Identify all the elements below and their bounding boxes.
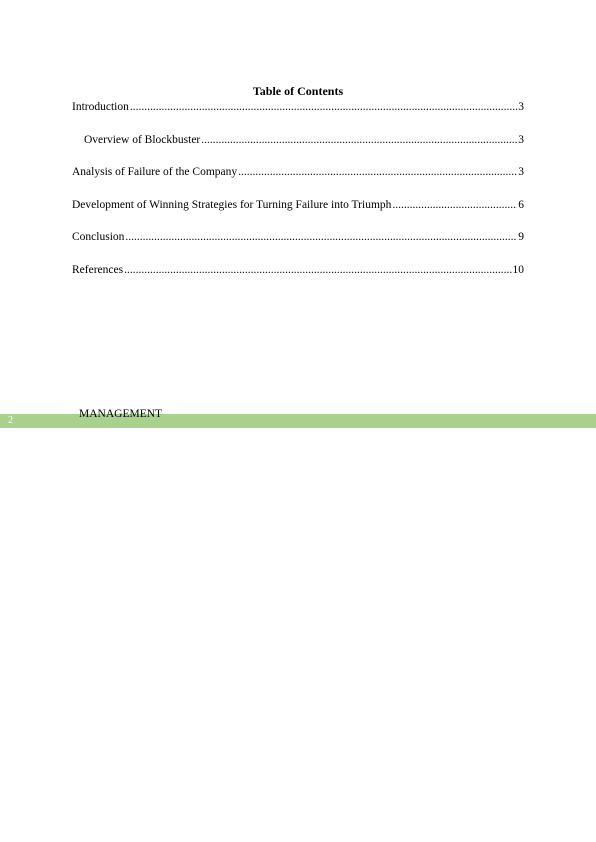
toc-leader-dots [125,229,517,245]
toc-leader-dots [130,99,517,115]
toc-entry-references[interactable] [72,262,524,278]
toc-entry-text: References [72,263,124,276]
running-head: MANAGEMENT [79,408,163,420]
table-of-contents [72,99,524,294]
toc-entry-page: 6 [518,198,524,211]
toc-entry-text: Overview of Blockbuster [84,133,201,146]
toc-entry-development-of-winning-strategies[interactable] [72,197,524,213]
toc-entry-page: 3 [518,166,524,178]
toc-entry-conclusion[interactable] [72,229,524,245]
toc-leader-dots [124,262,511,278]
toc-entry-overview-of-blockbuster[interactable] [72,132,524,148]
page-number: 2 [8,415,13,426]
toc-entry-page: 9 [518,231,524,243]
toc-entry-text: Conclusion [72,231,125,243]
toc-entry-analysis-of-failure[interactable] [72,164,524,180]
toc-leader-dots [392,197,517,213]
toc-entry-page: 3 [518,101,524,113]
toc-leader-dots [201,132,517,148]
toc-leader-dots [238,164,517,180]
toc-entry-text: Analysis of Failure of the Company [72,166,238,178]
toc-title: Table of Contents [252,84,344,98]
toc-entry-text: Development of Winning Strategies for Turning Failure into Triumph [72,198,392,211]
toc-entry-page: 3 [518,133,524,146]
toc-entry-page: 10 [512,263,524,276]
toc-entry-text: Introduction [72,101,129,113]
toc-entry-introduction[interactable] [72,99,524,115]
